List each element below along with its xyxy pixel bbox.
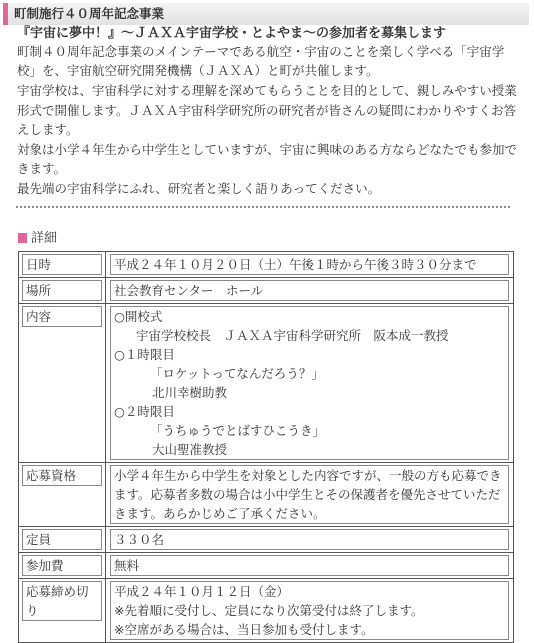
row-label: 定員 xyxy=(19,527,106,553)
page-title: 町制施行４０周年記念事業 xyxy=(14,6,165,21)
row-value xyxy=(106,579,514,643)
content-line: 北川幸樹助教 xyxy=(152,385,228,400)
deadline-line: ※先着順に受付し、定員になり次第受付は終了します。 xyxy=(114,603,424,618)
content-line: 「ロケットってなんだろう？」 xyxy=(150,366,324,381)
table-row-fee xyxy=(19,553,514,579)
row-label: 場所 xyxy=(19,278,106,304)
row-label: 応募資格 xyxy=(19,463,106,527)
row-label: 参加費 xyxy=(19,553,106,579)
table-row-date xyxy=(19,252,514,278)
intro-text xyxy=(17,42,517,200)
content-line: ○１時限目 xyxy=(114,347,175,362)
row-value: ３３０名 xyxy=(106,527,514,553)
row-value: 小学４年生から中学生を対象とした内容ですが、一般の方も応募できます。応募者多数の場合は小中学生とその保護者を優先させていただきます。あらかじめご了承ください。 xyxy=(106,463,514,527)
row-value xyxy=(106,304,514,463)
detail-table xyxy=(18,251,514,643)
intro-paragraph: 最先端の宇宙科学にふれ、研究者と楽しく語りあってください。 xyxy=(17,181,381,197)
heading-marker-icon xyxy=(18,233,27,243)
content-line: 宇宙学校校長 ＪＡＸＡ宇宙科学研究所 阪本成一教授 xyxy=(136,328,449,343)
table-row-content xyxy=(19,304,514,463)
section-divider xyxy=(16,206,510,208)
page-header xyxy=(3,3,529,25)
content-line: ○２時限目 xyxy=(114,404,175,419)
table-row-place xyxy=(19,278,514,304)
detail-heading xyxy=(18,230,57,248)
deadline-line: ※空席がある場合は、当日参加も受付します。 xyxy=(114,622,374,637)
intro-paragraph: 対象は小学４年生から中学生としていますが、宇宙に興味のある方ならどなたでも参加できます。 xyxy=(17,142,518,177)
deadline-line: 平成２４年１０月１２日（金） xyxy=(114,584,290,599)
table-row-capacity xyxy=(19,527,514,553)
row-value: 社会教育センター ホール xyxy=(106,278,514,304)
row-label: 応募締め切り xyxy=(19,579,106,643)
row-label: 内容 xyxy=(19,304,106,463)
content-line: ○開校式 xyxy=(114,309,163,324)
row-value: 無料 xyxy=(106,553,514,579)
intro-paragraph: 宇宙学校は、宇宙科学に対する理解を深めてもらうことを目的として、親しみやすい授業形式で開催します。ＪＡＸＡ宇宙科学研究所の研究者が皆さんの疑問にわかりやすくお答えします。 xyxy=(17,83,517,137)
table-row-deadline xyxy=(19,579,514,643)
table-row-eligibility xyxy=(19,463,514,527)
intro-paragraph: 町制４０周年記念事業のメインテーマである航空・宇宙のことを楽しく学べる「宇宙学校」を、宇宙航空研究開発機構（ＪＡＸＡ）と町が共催します。 xyxy=(17,44,505,79)
row-label: 日時 xyxy=(19,252,106,278)
content-line: 大山聖准教授 xyxy=(152,442,228,457)
detail-heading-label: 詳細 xyxy=(31,231,58,246)
row-value: 平成２４年１０月２０日（土）午後１時から午後３時３０分まで xyxy=(106,252,514,278)
content-line: 「うちゅうでとばすひこうき」 xyxy=(150,423,326,438)
event-subtitle: 『宇宙に夢中！』～ＪＡＸＡ宇宙学校・とよやま～の参加者を募集します xyxy=(17,26,447,41)
